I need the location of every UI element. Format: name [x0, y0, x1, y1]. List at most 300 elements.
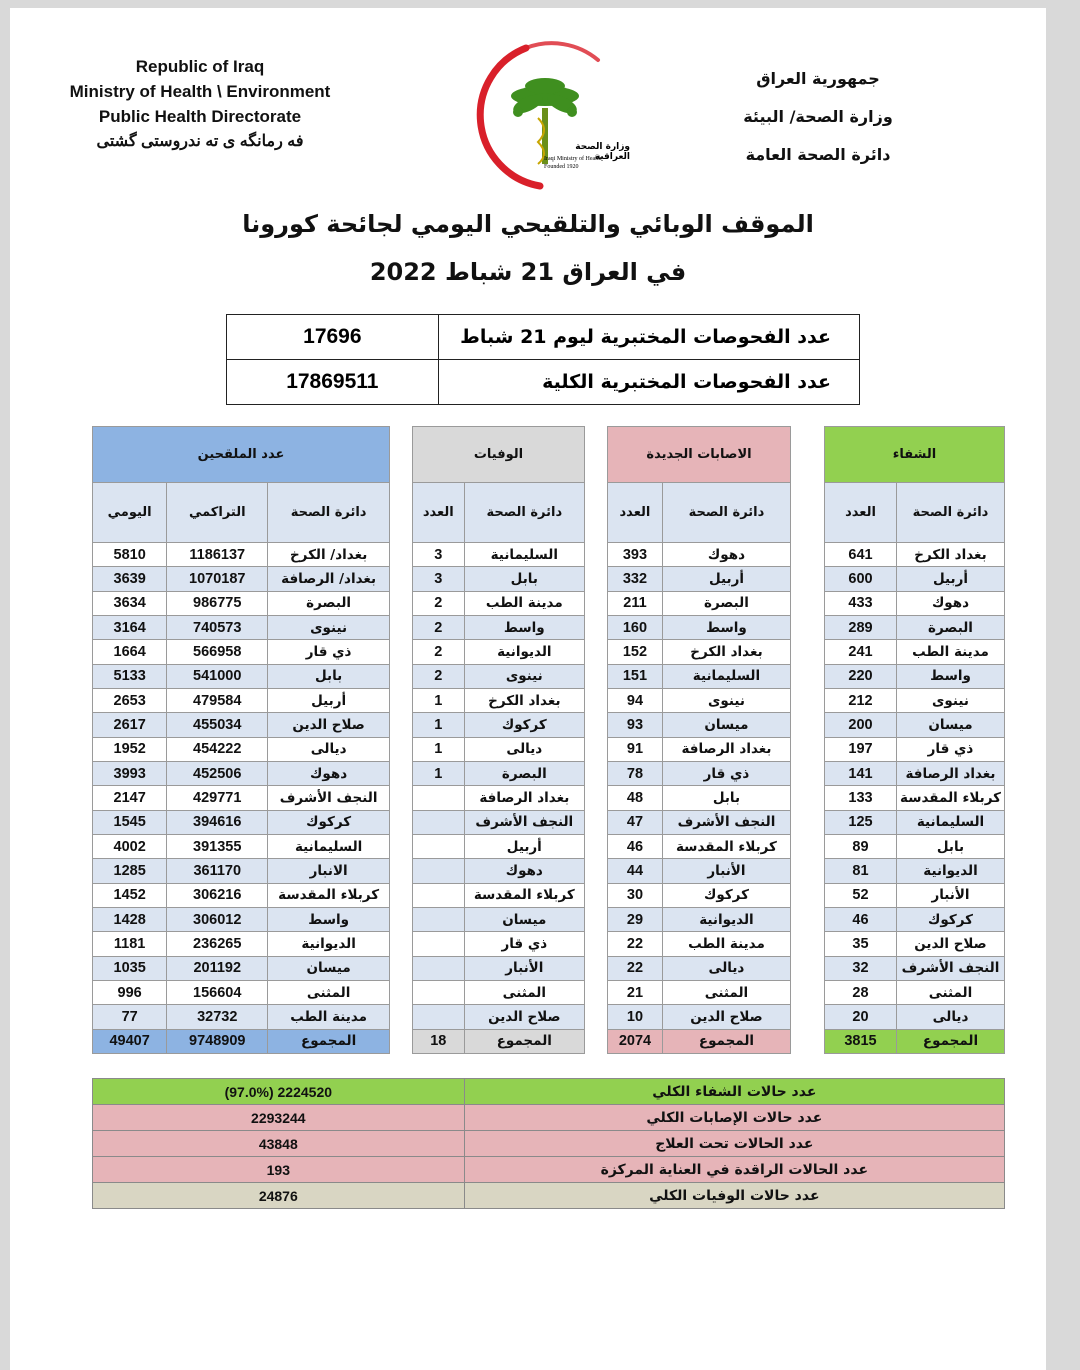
cell-number: 2147: [93, 786, 167, 810]
vaccinated-col-dept: دائرة الصحة: [268, 482, 390, 542]
cell-number: 2: [413, 615, 465, 639]
summary-table: [92, 1078, 1005, 1209]
cell-number: 201192: [167, 956, 268, 980]
cell-number: 1664: [93, 640, 167, 664]
cell-number: 212: [825, 688, 897, 712]
cell-number: 3993: [93, 761, 167, 785]
cell-number: 393: [608, 542, 663, 566]
table-row: [608, 980, 791, 1004]
deaths-total-value: 18: [413, 1029, 465, 1053]
cell-department: الانبار: [268, 859, 390, 883]
cell-department: بغداد/ الكرخ: [268, 542, 390, 566]
cell-number: 455034: [167, 713, 268, 737]
table-row: [93, 883, 390, 907]
recovered-col-count: العدد: [825, 482, 897, 542]
table-row: [93, 542, 390, 566]
cell-number: 3: [413, 542, 465, 566]
cell-number: 5133: [93, 664, 167, 688]
table-row: [825, 737, 1005, 761]
cell-number: 44: [608, 859, 663, 883]
cell-department: الديوانية: [897, 859, 1005, 883]
cell-department: أربيل: [662, 567, 790, 591]
table-row: [93, 932, 390, 956]
cell-number: [413, 1005, 465, 1029]
summary-label: عدد حالات الإصابات الكلي: [464, 1105, 1004, 1131]
cell-department: بغداد الرصافة: [897, 761, 1005, 785]
cell-department: النجف الأشرف: [464, 810, 584, 834]
table-row: [413, 615, 585, 639]
cell-department: مدينة الطب: [662, 932, 790, 956]
table-row: [825, 591, 1005, 615]
table-row: [93, 786, 390, 810]
cell-number: 4002: [93, 834, 167, 858]
table-row: [413, 591, 585, 615]
cell-number: 89: [825, 834, 897, 858]
cell-department: البصرة: [464, 761, 584, 785]
cell-department: كربلاء المقدسة: [464, 883, 584, 907]
cell-department: ميسان: [268, 956, 390, 980]
cell-number: 52: [825, 883, 897, 907]
cell-department: الأنبار: [464, 956, 584, 980]
cell-department: بغداد الكرخ: [662, 640, 790, 664]
cell-department: واسط: [662, 615, 790, 639]
cell-department: كربلاء المقدسة: [662, 834, 790, 858]
table-row: [413, 1005, 585, 1029]
cell-department: الديوانية: [464, 640, 584, 664]
table-row: [413, 786, 585, 810]
cell-number: 32: [825, 956, 897, 980]
summary-label: عدد الحالات الراقدة في العناية المركزة: [464, 1157, 1004, 1183]
table-row: [608, 688, 791, 712]
cell-department: النجف الأشرف: [268, 786, 390, 810]
cell-number: 433: [825, 591, 897, 615]
cell-department: بابل: [662, 786, 790, 810]
cell-number: 2: [413, 640, 465, 664]
cell-number: 2: [413, 664, 465, 688]
table-row: [825, 834, 1005, 858]
cell-number: 306216: [167, 883, 268, 907]
cell-department: المثنى: [897, 980, 1005, 1004]
cell-department: البصرة: [897, 615, 1005, 639]
table-row: [93, 713, 390, 737]
cell-number: 1: [413, 713, 465, 737]
table-row: [93, 956, 390, 980]
vaccinated-total-label: المجموع: [268, 1029, 390, 1053]
cell-department: بغداد الرصافة: [662, 737, 790, 761]
cell-department: ذي قار: [268, 640, 390, 664]
cell-department: ذي قار: [662, 761, 790, 785]
table-row: [825, 883, 1005, 907]
table-row: [93, 567, 390, 591]
cell-number: [413, 859, 465, 883]
table-row: [825, 542, 1005, 566]
logo-text-ar: وزارة الصحة العراقية: [575, 142, 630, 162]
cell-number: [413, 980, 465, 1004]
cell-number: 20: [825, 1005, 897, 1029]
summary-value: 43848: [93, 1131, 465, 1157]
table-row: [825, 640, 1005, 664]
cell-number: 1428: [93, 907, 167, 931]
table-row: [825, 932, 1005, 956]
cell-number: 133: [825, 786, 897, 810]
table-row: [413, 932, 585, 956]
cell-number: 332: [608, 567, 663, 591]
cell-department: دهوك: [897, 591, 1005, 615]
cell-department: النجف الأشرف: [897, 956, 1005, 980]
recovered-table: [824, 426, 1005, 1054]
table-row: [413, 907, 585, 931]
cell-number: 1: [413, 737, 465, 761]
cell-number: 2: [413, 591, 465, 615]
cell-number: 151: [608, 664, 663, 688]
cell-number: 1181: [93, 932, 167, 956]
header-en-line-1: Republic of Iraq: [135, 57, 265, 76]
cell-number: 454222: [167, 737, 268, 761]
table-row: [608, 834, 791, 858]
cell-department: أربيل: [268, 688, 390, 712]
cell-department: بغداد الرصافة: [464, 786, 584, 810]
logo-text-en: Iraqi Ministry of Health: [544, 156, 602, 162]
logo-founded: Founded 1920: [544, 164, 579, 170]
cell-number: 2617: [93, 713, 167, 737]
cell-department: ديالى: [897, 1005, 1005, 1029]
cell-department: واسط: [897, 664, 1005, 688]
cell-number: 28: [825, 980, 897, 1004]
table-row: [608, 615, 791, 639]
cell-number: 78: [608, 761, 663, 785]
cell-number: 125: [825, 810, 897, 834]
table-row: [825, 1005, 1005, 1029]
table-row: [413, 567, 585, 591]
cell-number: 200: [825, 713, 897, 737]
cell-number: 429771: [167, 786, 268, 810]
table-row: [413, 664, 585, 688]
cell-number: 29: [608, 907, 663, 931]
table-row: [608, 640, 791, 664]
cell-department: كركوك: [662, 883, 790, 907]
cell-department: ميسان: [662, 713, 790, 737]
cell-number: 391355: [167, 834, 268, 858]
cell-department: ديالى: [662, 956, 790, 980]
cell-number: 160: [608, 615, 663, 639]
deaths-col-dept: دائرة الصحة: [464, 482, 584, 542]
daily-tests-value: 17696: [227, 315, 439, 360]
cell-number: 2653: [93, 688, 167, 712]
cell-number: 1952: [93, 737, 167, 761]
cell-number: 22: [608, 956, 663, 980]
summary-row: [93, 1131, 1005, 1157]
table-row: [608, 664, 791, 688]
table-row: [825, 713, 1005, 737]
total-tests-value: 17869511: [227, 360, 439, 405]
header-en-line-3: Public Health Directorate: [98, 107, 302, 126]
table-row: [413, 980, 585, 1004]
header-english: [40, 54, 360, 154]
table-row: [825, 956, 1005, 980]
table-row: [825, 664, 1005, 688]
table-row: [413, 640, 585, 664]
recovered-title: الشفاء: [825, 427, 1005, 483]
table-row: [825, 810, 1005, 834]
summary-label: عدد حالات الوفيات الكلي: [464, 1183, 1004, 1209]
cell-number: 10: [608, 1005, 663, 1029]
cell-department: بغداد الكرخ: [897, 542, 1005, 566]
report-page: [10, 8, 1046, 1370]
cell-number: 361170: [167, 859, 268, 883]
table-row: [608, 932, 791, 956]
cell-department: البصرة: [268, 591, 390, 615]
cell-number: 21: [608, 980, 663, 1004]
table-row: [608, 810, 791, 834]
cell-department: الديوانية: [268, 932, 390, 956]
table-row: [413, 956, 585, 980]
cases-total-label: المجموع: [662, 1029, 790, 1053]
cell-number: [413, 786, 465, 810]
cases-col-dept: دائرة الصحة: [662, 482, 790, 542]
table-row: [413, 737, 585, 761]
cell-department: البصرة: [662, 591, 790, 615]
cell-number: 211: [608, 591, 663, 615]
cell-number: 479584: [167, 688, 268, 712]
header-ar-line-1: جمهورية العراق: [756, 69, 880, 88]
lab-tests-table: [226, 314, 860, 405]
cell-department: دهوك: [662, 542, 790, 566]
cell-number: 3639: [93, 567, 167, 591]
deaths-title: الوفيات: [413, 427, 585, 483]
cell-number: [413, 907, 465, 931]
table-row: [608, 737, 791, 761]
cell-number: 152: [608, 640, 663, 664]
table-row: [608, 956, 791, 980]
deaths-table: [412, 426, 585, 1054]
cell-number: 5810: [93, 542, 167, 566]
vaccinated-table: [92, 426, 390, 1054]
cell-department: صلاح الدين: [268, 713, 390, 737]
table-row: [93, 907, 390, 931]
vaccinated-title: عدد الملقحين: [93, 427, 390, 483]
vaccinated-col-daily: اليومي: [93, 482, 167, 542]
cell-number: 1: [413, 688, 465, 712]
table-row: [825, 567, 1005, 591]
cell-department: السليمانية: [897, 810, 1005, 834]
cell-number: 600: [825, 567, 897, 591]
cell-department: ذي قار: [897, 737, 1005, 761]
table-row: [608, 591, 791, 615]
cell-department: المثنى: [464, 980, 584, 1004]
cell-department: صلاح الدين: [464, 1005, 584, 1029]
cell-number: 30: [608, 883, 663, 907]
total-tests-label: عدد الفحوصات المختبرية الكلية: [438, 360, 859, 405]
vaccinated-total-cumulative: 9748909: [167, 1029, 268, 1053]
cell-department: بابل: [897, 834, 1005, 858]
table-row: [413, 810, 585, 834]
cell-number: [413, 810, 465, 834]
summary-value: 2293244: [93, 1105, 465, 1131]
cell-department: نينوى: [268, 615, 390, 639]
vaccinated-col-cumulative: التراكمي: [167, 482, 268, 542]
total-tests-row: [227, 360, 860, 405]
cell-number: 48: [608, 786, 663, 810]
header-arabic: [698, 60, 938, 174]
table-row: [93, 737, 390, 761]
table-row: [413, 542, 585, 566]
cell-number: 22: [608, 932, 663, 956]
cell-number: [413, 932, 465, 956]
table-row: [93, 615, 390, 639]
cell-department: كربلاء المقدسة: [897, 786, 1005, 810]
table-row: [413, 834, 585, 858]
table-row: [93, 688, 390, 712]
cell-department: واسط: [464, 615, 584, 639]
cell-number: 986775: [167, 591, 268, 615]
summary-row: [93, 1157, 1005, 1183]
cell-number: 141: [825, 761, 897, 785]
cell-department: الديوانية: [662, 907, 790, 931]
cell-department: مدينة الطب: [897, 640, 1005, 664]
cell-number: 35: [825, 932, 897, 956]
table-row: [413, 713, 585, 737]
cell-department: ذي قار: [464, 932, 584, 956]
cell-department: الأنبار: [897, 883, 1005, 907]
summary-label: عدد الحالات تحت العلاج: [464, 1131, 1004, 1157]
cell-number: 1070187: [167, 567, 268, 591]
table-row: [825, 761, 1005, 785]
table-row: [93, 761, 390, 785]
cell-department: الأنبار: [662, 859, 790, 883]
cell-department: ديالى: [464, 737, 584, 761]
cases-col-count: العدد: [608, 482, 663, 542]
cell-department: المثنى: [268, 980, 390, 1004]
table-row: [93, 980, 390, 1004]
summary-row: [93, 1079, 1005, 1105]
table-row: [825, 615, 1005, 639]
palm-tree-logo-icon: [458, 38, 648, 200]
summary-value: 2224520 (97.0%): [93, 1079, 465, 1105]
table-row: [93, 640, 390, 664]
new-cases-table: [607, 426, 791, 1054]
cell-number: 1035: [93, 956, 167, 980]
cell-number: [413, 883, 465, 907]
cell-number: 1545: [93, 810, 167, 834]
table-row: [413, 859, 585, 883]
cell-number: 641: [825, 542, 897, 566]
cases-title: الاصابات الجديدة: [608, 427, 791, 483]
cell-department: بابل: [268, 664, 390, 688]
cell-department: بغداد/ الرصافة: [268, 567, 390, 591]
table-row: [608, 1005, 791, 1029]
cell-department: السليمانية: [268, 834, 390, 858]
header-kurdish-line: فه رمانگه ی ته ندروستی گشتی: [96, 133, 304, 150]
cell-department: كركوك: [897, 907, 1005, 931]
deaths-col-count: العدد: [413, 482, 465, 542]
table-row: [825, 688, 1005, 712]
cell-number: 3: [413, 567, 465, 591]
report-title: الموقف الوبائي والتلقيحي اليومي لجائحة كورونا: [242, 210, 814, 238]
table-row: [825, 859, 1005, 883]
cell-number: 541000: [167, 664, 268, 688]
table-row: [93, 1005, 390, 1029]
cell-number: 1186137: [167, 542, 268, 566]
header-en-line-2: Ministry of Health \ Environment: [69, 82, 331, 101]
cell-department: دهوك: [268, 761, 390, 785]
cell-department: مدينة الطب: [268, 1005, 390, 1029]
summary-value: 24876: [93, 1183, 465, 1209]
cell-number: 32732: [167, 1005, 268, 1029]
table-row: [608, 859, 791, 883]
cell-department: ديالى: [268, 737, 390, 761]
ministry-logo: [458, 38, 648, 200]
table-row: [413, 883, 585, 907]
cell-number: 197: [825, 737, 897, 761]
summary-row: [93, 1183, 1005, 1209]
cell-number: 81: [825, 859, 897, 883]
table-row: [825, 786, 1005, 810]
cell-department: صلاح الدين: [897, 932, 1005, 956]
table-row: [608, 542, 791, 566]
cell-number: 1285: [93, 859, 167, 883]
daily-tests-label: عدد الفحوصات المختبرية ليوم 21 شباط: [438, 315, 859, 360]
cell-department: بغداد الكرخ: [464, 688, 584, 712]
cell-department: دهوك: [464, 859, 584, 883]
cell-number: 46: [608, 834, 663, 858]
table-row: [608, 883, 791, 907]
cell-department: أربيل: [897, 567, 1005, 591]
cell-number: 241: [825, 640, 897, 664]
cell-department: ميسان: [897, 713, 1005, 737]
cell-department: نينوى: [897, 688, 1005, 712]
cell-department: المثنى: [662, 980, 790, 1004]
report-date: في العراق 21 شباط 2022: [369, 258, 687, 286]
cell-number: 47: [608, 810, 663, 834]
table-row: [825, 907, 1005, 931]
cell-number: 394616: [167, 810, 268, 834]
cell-number: 46: [825, 907, 897, 931]
summary-value: 193: [93, 1157, 465, 1183]
vaccinated-total-daily: 49407: [93, 1029, 167, 1053]
recovered-col-dept: دائرة الصحة: [897, 482, 1005, 542]
cell-number: 236265: [167, 932, 268, 956]
table-row: [93, 591, 390, 615]
cell-department: النجف الأشرف: [662, 810, 790, 834]
header-ar-line-2: وزارة الصحة/ البيئة: [743, 107, 893, 126]
cell-department: نينوى: [662, 688, 790, 712]
summary-row: [93, 1105, 1005, 1131]
table-row: [413, 688, 585, 712]
cell-number: 289: [825, 615, 897, 639]
cell-number: 94: [608, 688, 663, 712]
cell-department: نينوى: [464, 664, 584, 688]
cell-department: ميسان: [464, 907, 584, 931]
header-ar-line-3: دائرة الصحة العامة: [745, 145, 891, 164]
table-row: [413, 761, 585, 785]
cell-number: 3164: [93, 615, 167, 639]
cell-department: كركوك: [464, 713, 584, 737]
cell-number: 306012: [167, 907, 268, 931]
table-row: [608, 713, 791, 737]
cell-number: 3634: [93, 591, 167, 615]
cell-department: بابل: [464, 567, 584, 591]
table-row: [608, 761, 791, 785]
cell-department: السليمانية: [464, 542, 584, 566]
cell-department: أربيل: [464, 834, 584, 858]
cell-number: 566958: [167, 640, 268, 664]
cases-total-value: 2074: [608, 1029, 663, 1053]
cell-number: [413, 834, 465, 858]
cell-number: 91: [608, 737, 663, 761]
deaths-total-label: المجموع: [464, 1029, 584, 1053]
daily-tests-row: [227, 315, 860, 360]
cell-department: كركوك: [268, 810, 390, 834]
